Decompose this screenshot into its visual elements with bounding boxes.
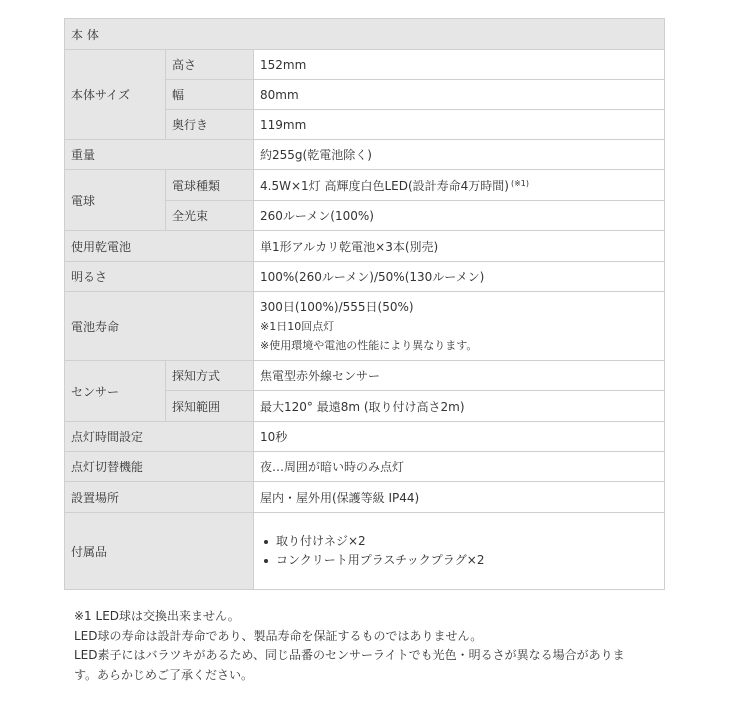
bulb-type-label: 電球種類: [166, 170, 254, 201]
flux-value: 260ルーメン(100%): [254, 201, 665, 231]
bulb-label: 電球: [65, 170, 166, 231]
sensor-method-value: 焦電型赤外線センサー: [254, 361, 665, 391]
location-value: 屋内・屋外用(保護等級 IP44): [254, 482, 665, 513]
accessories-cell: [254, 513, 665, 590]
row-sensor-method: [65, 361, 665, 391]
row-weight: [65, 140, 665, 170]
row-battery: [65, 231, 665, 262]
battery-life-line3: ※使用環境や電池の性能により異なります。: [260, 338, 478, 352]
battery-life-cell: [254, 292, 665, 361]
spec-table: [64, 18, 665, 590]
sensor-range-label: 探知範囲: [166, 391, 254, 422]
table-title: 本 体: [65, 19, 665, 50]
row-size-height: [65, 50, 665, 80]
accessories-list: [260, 532, 658, 570]
width-value: 80mm: [254, 80, 665, 110]
row-accessories: [65, 513, 665, 590]
battery-value: 単1形アルカリ乾電池×3本(別売): [254, 231, 665, 262]
bulb-type-value: 4.5W×1灯 高輝度白色LED(設計寿命4万時間): [260, 178, 509, 193]
timer-label: 点灯時間設定: [65, 422, 254, 452]
size-label: 本体サイズ: [65, 50, 166, 140]
location-label: 設置場所: [65, 482, 254, 513]
row-bulb-type: [65, 170, 665, 201]
table-title-row: [65, 19, 665, 50]
row-mode: [65, 452, 665, 482]
note-line-4: す。あらかじめご了承ください。: [74, 667, 254, 682]
brightness-label: 明るさ: [65, 262, 254, 292]
flux-label: 全光束: [166, 201, 254, 231]
battery-label: 使用乾電池: [65, 231, 254, 262]
row-location: [65, 482, 665, 513]
sensor-method-label: 探知方式: [166, 361, 254, 391]
note-line-1: ※1 LED球は交換出来ません。: [74, 609, 240, 623]
notes: [74, 607, 674, 685]
row-brightness: [65, 262, 665, 292]
weight-label: 重量: [65, 140, 254, 170]
height-value: 152mm: [254, 50, 665, 80]
row-timer: [65, 422, 665, 452]
row-battery-life: [65, 292, 665, 361]
sensor-label: センサー: [65, 361, 166, 422]
bulb-type-note: (※1): [510, 178, 530, 188]
list-item: コンクリート用プラスチックプラグ×2: [260, 551, 658, 570]
list-item: 取り付けネジ×2: [260, 532, 658, 551]
battery-life-label: 電池寿命: [65, 292, 254, 361]
brightness-value: 100%(260ルーメン)/50%(130ルーメン): [254, 262, 665, 292]
mode-label: 点灯切替機能: [65, 452, 254, 482]
note-line-2: LED球の寿命は設計寿命であり、製品寿命を保証するものではありません。: [74, 628, 483, 643]
depth-label: 奥行き: [166, 110, 254, 140]
timer-value: 10秒: [254, 422, 665, 452]
weight-value: 約255g(乾電池除く): [254, 140, 665, 170]
battery-life-line2: ※1日10回点灯: [260, 319, 335, 333]
note-line-3: LED素子にはバラツキがあるため、同じ品番のセンサーライトでも光色・明るさが異なる場合がありま: [74, 648, 625, 662]
mode-value: 夜…周囲が暗い時のみ点灯: [254, 452, 665, 482]
width-label: 幅: [166, 80, 254, 110]
depth-value: 119mm: [254, 110, 665, 140]
bulb-type-cell: [254, 170, 665, 201]
accessories-label: 付属品: [65, 513, 254, 590]
sensor-range-value: 最大120° 最遠8m (取り付け高さ2m): [254, 391, 665, 422]
height-label: 高さ: [166, 50, 254, 80]
battery-life-line1: 300日(100%)/555日(50%): [260, 299, 414, 314]
